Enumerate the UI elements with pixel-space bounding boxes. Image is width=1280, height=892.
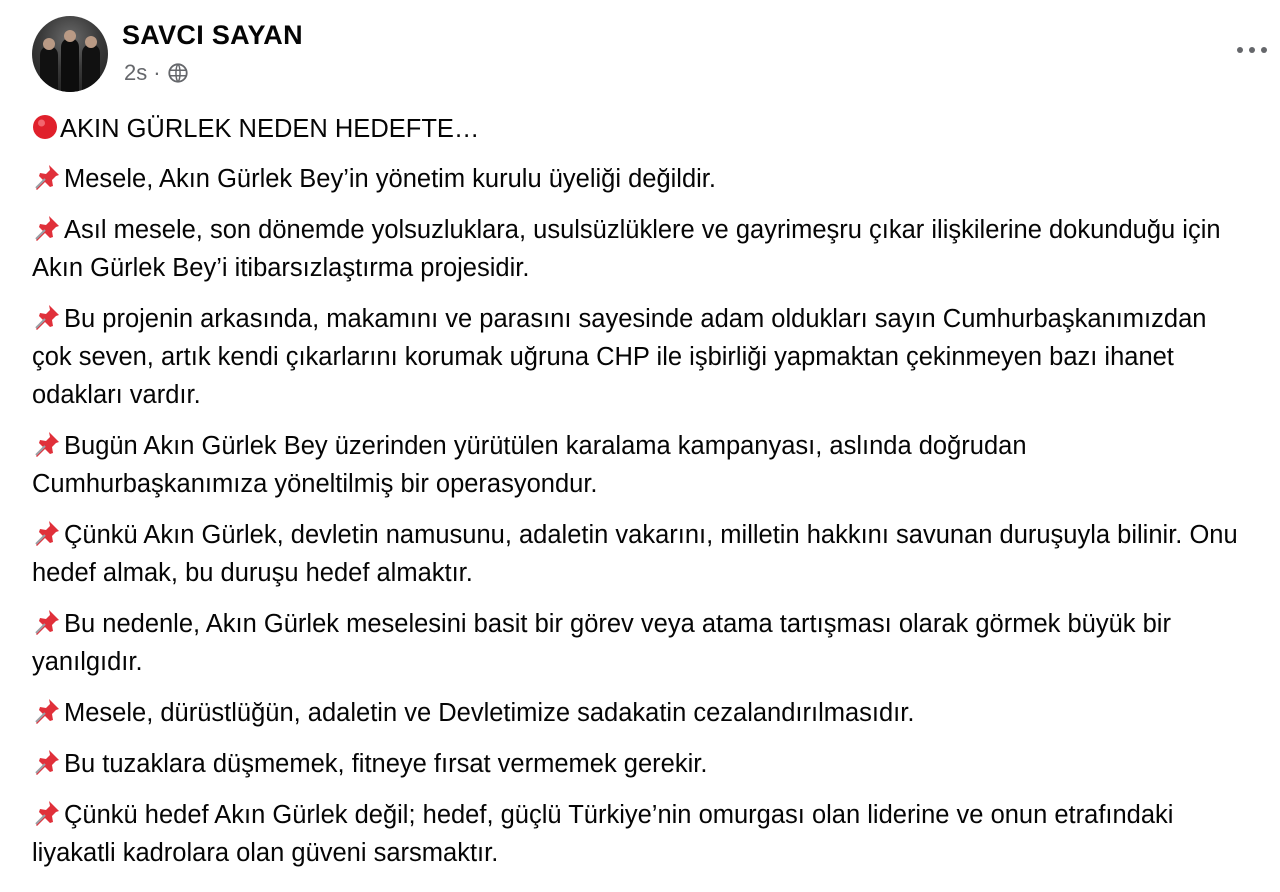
post-paragraph	[32, 427, 1252, 503]
more-options-button[interactable]	[1232, 30, 1272, 70]
more-dot-icon	[1237, 47, 1243, 53]
paragraph-text: Mesele, dürüstlüğün, adaletin ve Devletimize sadakatin cezalandırılmasıdır.	[64, 699, 915, 727]
pushpin-icon	[32, 747, 62, 777]
more-dot-icon	[1261, 47, 1267, 53]
post-paragraph	[32, 605, 1252, 681]
post-title: AKIN GÜRLEK NEDEN HEDEFTE…	[60, 115, 480, 143]
post-paragraph	[32, 516, 1252, 592]
pushpin-icon	[32, 213, 62, 243]
pushpin-icon	[32, 429, 62, 459]
red-circle-icon	[32, 114, 58, 140]
paragraph-text: Mesele, Akın Gürlek Bey’in yönetim kurulu üyeliği değildir.	[64, 165, 716, 193]
pushpin-icon	[32, 518, 62, 548]
paragraph-text: Asıl mesele, son dönemde yolsuzluklara, usulsüzlüklere ve gayrimeşru çıkar ilişkilerine dokunduğu için Akın Gürlek Bey’i itibarsızlaştırma projesidir.	[32, 216, 1221, 282]
post-paragraph	[32, 160, 1252, 198]
pushpin-icon	[32, 162, 62, 192]
author-name[interactable]: SAVCI SAYAN	[122, 20, 303, 50]
globe-icon[interactable]	[167, 62, 189, 84]
post-body	[32, 110, 1252, 885]
avatar[interactable]	[32, 16, 108, 92]
post-paragraph	[32, 796, 1252, 872]
post-paragraph	[32, 300, 1252, 414]
post-paragraph	[32, 745, 1252, 783]
more-dot-icon	[1249, 47, 1255, 53]
paragraph-text: Bugün Akın Gürlek Bey üzerinden yürütülen karalama kampanyası, aslında doğrudan Cumhurbaşkanımıza yöneltilmiş bir operasyondur.	[32, 432, 1027, 498]
post-header	[32, 16, 1272, 96]
pushpin-icon	[32, 607, 62, 637]
pushpin-icon	[32, 696, 62, 726]
pushpin-icon	[32, 798, 62, 828]
pushpin-icon	[32, 302, 62, 332]
meta-separator: ·	[153, 60, 161, 85]
paragraph-text: Bu tuzaklara düşmemek, fitneye fırsat vermemek gerekir.	[64, 750, 708, 778]
paragraph-text: Bu nedenle, Akın Gürlek meselesini basit bir görev veya atama tartışması olarak görmek büyük bir yanılgıdır.	[32, 610, 1171, 676]
post-paragraph	[32, 211, 1252, 287]
post-meta	[124, 60, 189, 86]
post-paragraph	[32, 694, 1252, 732]
post-timestamp[interactable]: 2s	[124, 60, 148, 85]
paragraph-text: Çünkü hedef Akın Gürlek değil; hedef, güçlü Türkiye’nin omurgası olan liderine ve onun etrafındaki liyakatli kadrolara olan güveni sarsmaktır.	[32, 801, 1174, 867]
paragraph-text: Bu projenin arkasında, makamını ve parasını sayesinde adam oldukları sayın Cumhurbaşkanımızdan çok seven, artık kendi çıkarlarını korumak uğruna CHP ile işbirliği yapmaktan çekinmeyen bazı ihanet odakları vardır.	[32, 305, 1207, 409]
post-title-line	[32, 110, 1252, 148]
paragraph-text: Çünkü Akın Gürlek, devletin namusunu, adaletin vakarını, milletin hakkını savunan duruşuyla bilinir. Onu hedef almak, bu duruşu hedef almaktır.	[32, 521, 1238, 587]
